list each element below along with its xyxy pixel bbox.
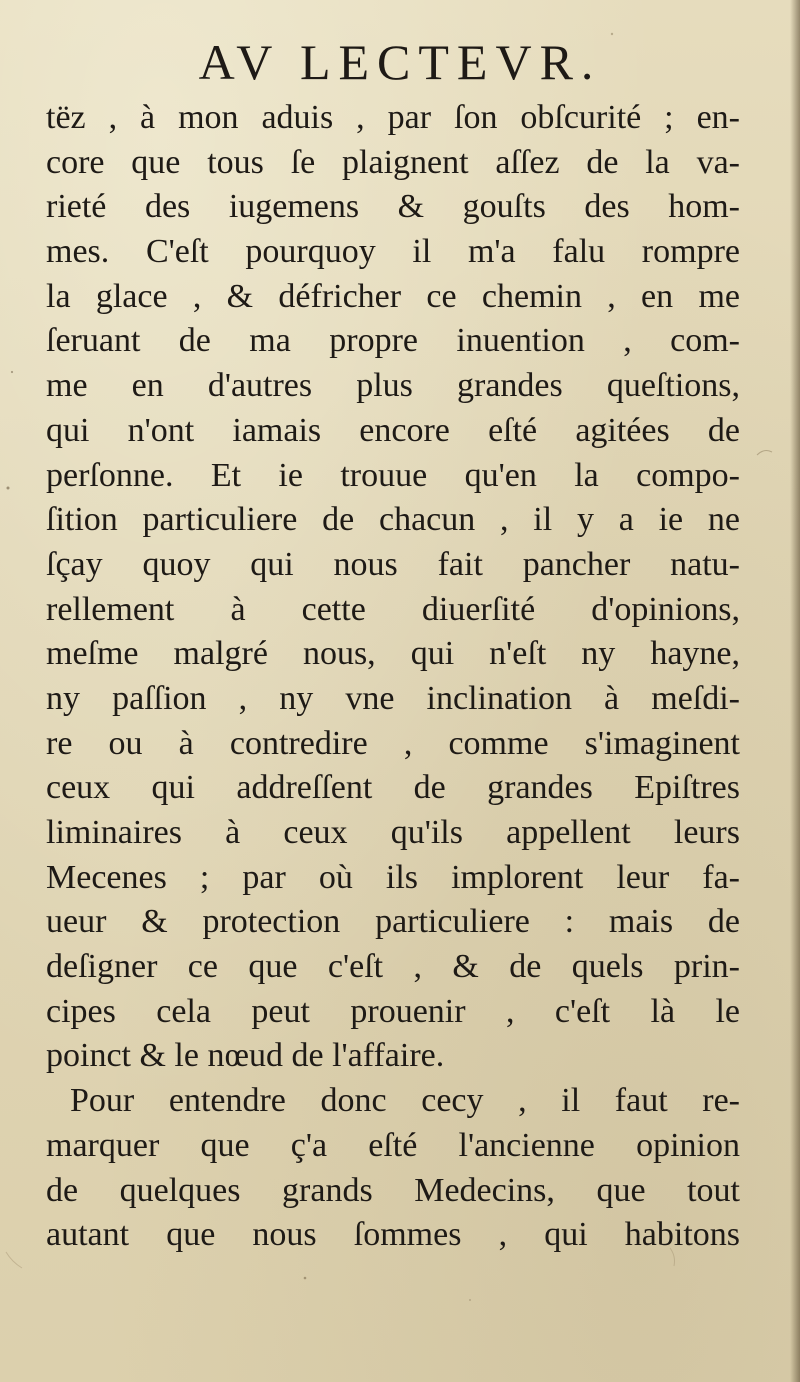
text-line: perſonne. Et ie trouue qu'en la compo- (46, 456, 740, 494)
text-line: Pour entendre donc cecy , il faut re- (70, 1082, 740, 1120)
text-line: rieté des iugemens & gouſts des hom- (46, 188, 740, 226)
text-line: Mecenes ; par où ils implorent leur fa- (46, 858, 740, 896)
text-line: poinct & le nœud de l'affaire. (46, 1037, 445, 1075)
text-line: ny paſſion , ny vne inclination à meſdi- (46, 679, 740, 717)
text-line: me en d'autres plus grandes queſtions, (46, 367, 740, 405)
text-line: ſçay quoy qui nous fait pancher natu- (46, 545, 740, 583)
text-line: ueur & protection particuliere : mais de (46, 903, 740, 941)
text-line: marquer que ç'a eſté l'ancienne opinion (46, 1126, 740, 1164)
text-line: autant que nous ſommes , qui habitons (46, 1216, 740, 1254)
text-line: ſeruant de ma propre inuention , com- (46, 322, 740, 360)
text-line: qui n'ont iamais encore eſté agitées de (46, 411, 740, 449)
body-text (46, 96, 740, 1258)
text-line: meſme malgré nous, qui n'eſt ny hayne, (46, 635, 740, 673)
text-line: liminaires à ceux qu'ils appellent leurs (46, 814, 740, 851)
text-line: ſition particuliere de chacun , il y a ie ne (46, 501, 740, 539)
text-line: mes. C'eſt pourquoy il m'a falu rompre (46, 233, 740, 271)
text-line: de quelques grands Medecins, que tout (46, 1171, 740, 1209)
text-line: la glace , & défricher ce chemin , en me (46, 277, 740, 315)
text-line: deſigner ce que c'eſt , & de quels prin- (46, 948, 740, 986)
text-line: cipes cela peut prouenir , c'eſt là le (46, 992, 740, 1030)
text-line: ceux qui addreſſent de grandes Epiſtres (46, 769, 740, 807)
text-line: rellement à cette diuerſité d'opinions, (46, 590, 740, 628)
page-edge-shadow (790, 0, 800, 1382)
running-head: AV LECTEVR. (198, 34, 602, 90)
text-line: re ou à contredire , comme s'imaginent (46, 724, 740, 762)
text-line: tëz , à mon aduis , par ſon obſcurité ; en- (46, 99, 740, 136)
text-line: core que tous ſe plaignent aſſez de la va- (46, 143, 740, 181)
